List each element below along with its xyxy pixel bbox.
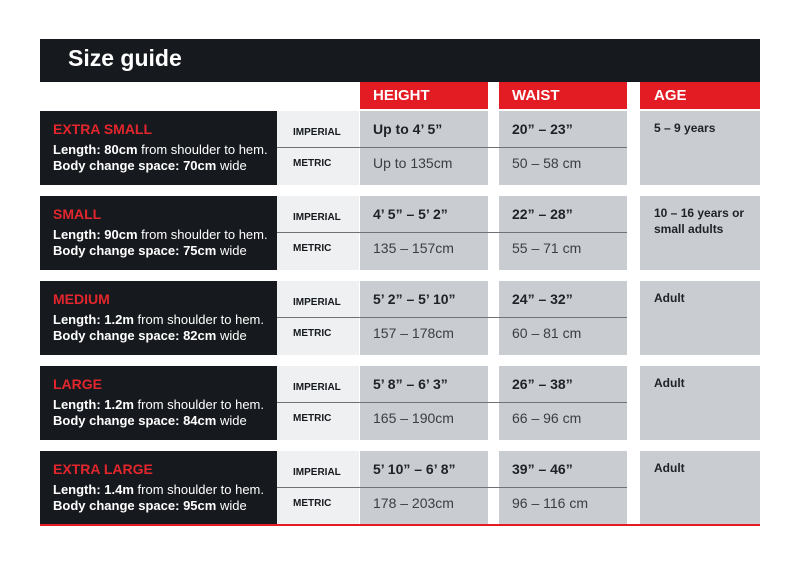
height-imperial: 5’ 2” – 5’ 10”: [373, 291, 456, 307]
height-metric: 135 – 157cm: [373, 240, 454, 256]
bottom-rule: [40, 524, 760, 526]
size-name: SMALL: [53, 206, 102, 222]
body-space-note: wide: [219, 498, 247, 513]
height-metric: 165 – 190cm: [373, 410, 454, 426]
metric-label: METRIC: [293, 243, 332, 254]
waist-imperial: 22” – 28”: [512, 206, 573, 222]
length-note: from shoulder to hem.: [141, 142, 268, 157]
waist-imperial: 26” – 38”: [512, 376, 573, 392]
height-imperial: Up to 4’ 5”: [373, 121, 443, 137]
body-space-value: 82cm: [183, 328, 217, 343]
column-header-waist: WAIST: [499, 82, 627, 109]
unit-divider: [277, 487, 627, 488]
length-label: Length:: [53, 142, 101, 157]
size-name: EXTRA SMALL: [53, 121, 153, 137]
length-value: 1.2m: [104, 312, 134, 327]
waist-metric: 60 – 81 cm: [512, 325, 582, 341]
length-line: [53, 482, 264, 498]
unit-label-cell: [277, 281, 359, 355]
body-space-value: 95cm: [183, 498, 217, 513]
waist-metric: 50 – 58 cm: [512, 155, 582, 171]
metric-label: METRIC: [293, 498, 332, 509]
waist-imperial: 20” – 23”: [512, 121, 573, 137]
size-name: LARGE: [53, 376, 102, 392]
body-space-line: [53, 158, 247, 174]
waist-imperial: 39” – 46”: [512, 461, 573, 477]
length-label: Length:: [53, 227, 101, 242]
unit-divider: [277, 147, 627, 148]
page-title: Size guide: [68, 45, 182, 71]
body-space-line: [53, 498, 247, 514]
length-note: from shoulder to hem.: [141, 227, 268, 242]
height-metric: 157 – 178cm: [373, 325, 454, 341]
unit-label-cell: [277, 366, 359, 440]
imperial-label: IMPERIAL: [293, 382, 341, 393]
length-line: [53, 227, 268, 243]
unit-label-cell: [277, 111, 359, 185]
length-note: from shoulder to hem.: [137, 482, 264, 497]
body-space-line: [53, 328, 247, 344]
height-imperial: 5’ 10” – 6’ 8”: [373, 461, 456, 477]
length-line: [53, 397, 264, 413]
age-value: Adult: [654, 461, 685, 475]
height-imperial: 4’ 5” – 5’ 2”: [373, 206, 448, 222]
unit-divider: [277, 317, 627, 318]
body-space-note: wide: [219, 413, 247, 428]
imperial-label: IMPERIAL: [293, 127, 341, 138]
length-value: 80cm: [104, 142, 138, 157]
column-header-height: HEIGHT: [360, 82, 488, 109]
metric-label: METRIC: [293, 328, 332, 339]
length-value: 90cm: [104, 227, 138, 242]
length-value: 1.2m: [104, 397, 134, 412]
imperial-label: IMPERIAL: [293, 297, 341, 308]
body-space-note: wide: [219, 328, 247, 343]
body-space-label: Body change space:: [53, 243, 180, 258]
imperial-label: IMPERIAL: [293, 212, 341, 223]
waist-metric: 96 – 116 cm: [512, 495, 589, 511]
imperial-label: IMPERIAL: [293, 467, 341, 478]
body-space-line: [53, 243, 247, 259]
height-metric: Up to 135cm: [373, 155, 453, 171]
height-metric: 178 – 203cm: [373, 495, 454, 511]
unit-label-cell: [277, 196, 359, 270]
body-space-label: Body change space:: [53, 413, 180, 428]
body-space-note: wide: [219, 243, 247, 258]
body-space-line: [53, 413, 247, 429]
body-space-value: 84cm: [183, 413, 217, 428]
unit-label-cell: [277, 451, 359, 525]
metric-label: METRIC: [293, 413, 332, 424]
length-label: Length:: [53, 312, 101, 327]
size-name: MEDIUM: [53, 291, 110, 307]
body-space-value: 75cm: [183, 243, 217, 258]
length-value: 1.4m: [104, 482, 134, 497]
length-note: from shoulder to hem.: [137, 397, 264, 412]
body-space-label: Body change space:: [53, 328, 180, 343]
unit-divider: [277, 402, 627, 403]
column-header-age: AGE: [640, 82, 760, 109]
body-space-label: Body change space:: [53, 498, 180, 513]
waist-metric: 55 – 71 cm: [512, 240, 582, 256]
age-value: 10 – 16 years or small adults: [654, 206, 745, 236]
length-label: Length:: [53, 482, 101, 497]
body-space-note: wide: [219, 158, 247, 173]
size-name: EXTRA LARGE: [53, 461, 153, 477]
body-space-label: Body change space:: [53, 158, 180, 173]
age-value: Adult: [654, 291, 685, 305]
age-value: Adult: [654, 376, 685, 390]
metric-label: METRIC: [293, 158, 332, 169]
waist-metric: 66 – 96 cm: [512, 410, 582, 426]
body-space-value: 70cm: [183, 158, 217, 173]
length-line: [53, 312, 264, 328]
length-note: from shoulder to hem.: [137, 312, 264, 327]
unit-divider: [277, 232, 627, 233]
length-label: Length:: [53, 397, 101, 412]
length-line: [53, 142, 268, 158]
height-imperial: 5’ 8” – 6’ 3”: [373, 376, 448, 392]
age-value: 5 – 9 years: [654, 121, 716, 135]
waist-imperial: 24” – 32”: [512, 291, 573, 307]
